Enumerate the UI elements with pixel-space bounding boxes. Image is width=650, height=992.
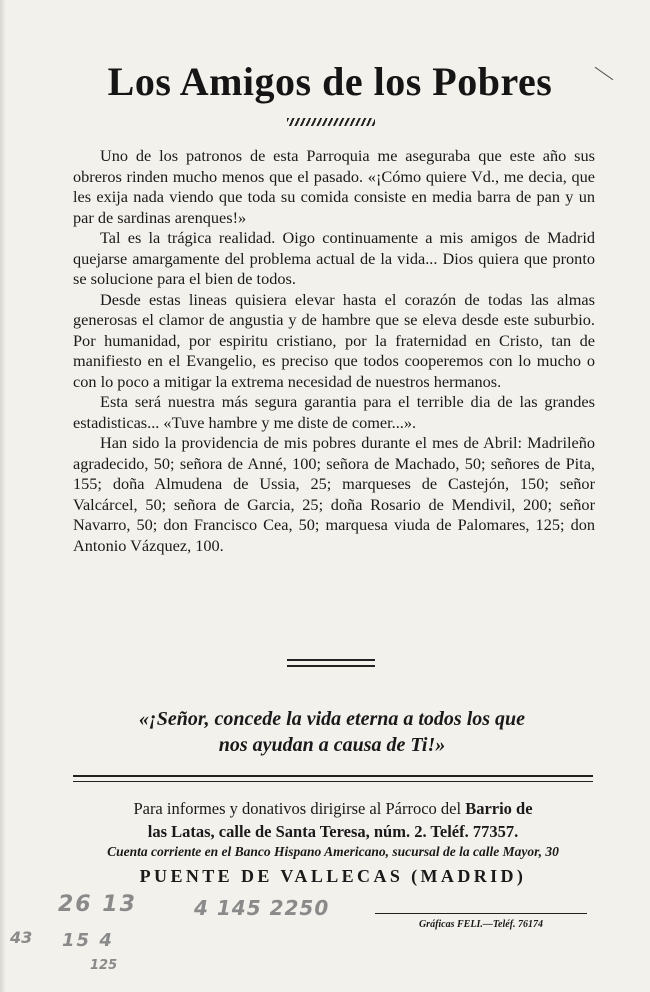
ornament-divider (287, 118, 375, 126)
paragraph-1: Uno de los patronos de esta Parroquia me aseguraba que este año sus obreros rinden mucho menos que el pasado. «¡Cómo quiere Vd., me decia, que les exija nada viendo que toda su comida consiste en media barra de pan y un par de sardinas arenques!» (73, 146, 595, 227)
handwritten-note-5: 125 (90, 958, 118, 973)
contact-line-1 (70, 797, 596, 820)
contact-line-1-text: Para informes y donativos dirigirse al Párroco del (133, 799, 462, 818)
handwritten-note-4: 15 4 (62, 930, 114, 951)
article-body (73, 146, 595, 556)
prayer-quote (70, 706, 594, 758)
handwritten-note-2: 4 145 2250 (194, 896, 330, 920)
handwritten-note-1: 26 13 (58, 892, 137, 917)
contact-address: las Latas, calle de Santa Teresa, núm. 2. Teléf. 77357. (147, 822, 519, 841)
paragraph-donors: Han sido la providencia de mis pobres durante el mes de Abril: Madrileño agradecido, 50; señora de Anné, 100; señora de Machado, 50; señores de Pita, 155; doña Almudena de Ussia, 25; marqueses de Castejón, 150; señor Valcárcel, 50; señora de Garcia, 25; doña Rosario de Mendivil, 200; señor Navarro, 50; don Francisco Cea, 50; marquesa viuda de Palomares, 125; don Antonio Vázquez, 100. (73, 433, 595, 555)
double-rule-divider (287, 659, 375, 667)
bank-account-line: Cuenta corriente en el Banco Hispano Americano, sucursal de la calle Mayor, 30 (107, 844, 559, 859)
printer-credit: Gráficas FELI.—Teléf. 76174 (418, 919, 544, 930)
paragraph-2: Tal es la trágica realidad. Oigo continuamente a mis amigos de Madrid quejarse amargamente del problema actual de la vida... Dios quiera que pronto se solucione para el bien de todos. (73, 228, 595, 288)
paragraph-3: Desde estas lineas quisiera elevar hasta el corazón de todas las almas generosas el clamor de angustia y de hambre que se eleva desde este suburbio. Por humanidad, por espiritu cristiano, por la fraternidad en Cristo, tan de manifiesto en el Evangelio, es preciso que todos cooperemos con lo mucho o con lo poco a mitigar la extrema necesidad de nuestros hermanos. (73, 289, 595, 391)
page-edge-shadow (0, 0, 6, 992)
paragraph-4: Esta será nuestra más segura garantia para el terrible dia de las grandes estadisticas... «Tuve hambre y me diste de comer...». (73, 392, 595, 432)
printer-rule (375, 913, 587, 914)
handwritten-note-3: 43 (10, 928, 33, 947)
heavy-rule-divider (73, 775, 593, 782)
contact-line-1-strong: Barrio de (465, 799, 533, 818)
prayer-line-2: nos ayudan a causa de Ti!» (218, 734, 446, 756)
contact-info (70, 797, 596, 843)
page-title: Los Amigos de los Pobres (107, 59, 553, 104)
location-line: PUENTE DE VALLECAS (MADRID) (139, 866, 527, 886)
prayer-line-1: «¡Señor, concede la vida eterna a todos los que (138, 708, 526, 730)
